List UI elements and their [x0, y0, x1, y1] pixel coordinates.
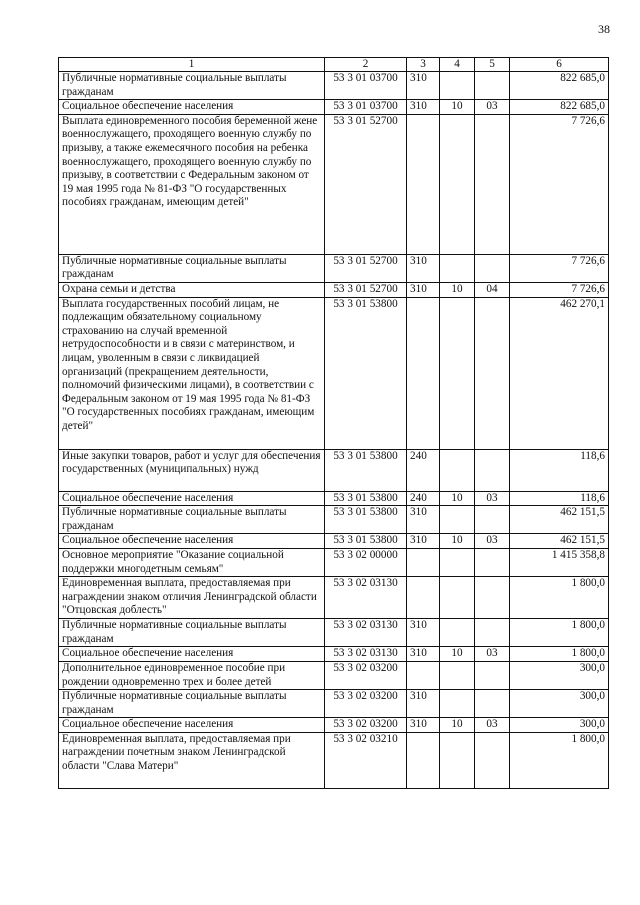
row-amount-cell: 822 685,0	[510, 72, 609, 100]
row-amount-cell: 300,0	[510, 661, 609, 689]
row-type-cell	[407, 114, 440, 254]
row-amount-cell: 300,0	[510, 718, 609, 733]
row-code-cell: 53 3 01 52700	[325, 254, 407, 282]
table-row	[59, 491, 609, 506]
row-subsection-cell	[475, 449, 510, 491]
row-subsection-cell	[475, 619, 510, 647]
row-code-cell: 53 3 02 03210	[325, 732, 407, 788]
row-subsection-cell	[475, 297, 510, 449]
table-row	[59, 534, 609, 549]
row-section-cell	[440, 732, 475, 788]
row-name-cell: Дополнительное единовременное пособие при рождении одновременно трех и более детей	[59, 661, 325, 689]
row-code-cell: 53 3 01 53800	[325, 491, 407, 506]
row-name-cell: Публичные нормативные социальные выплаты гражданам	[59, 690, 325, 718]
row-section-cell	[440, 254, 475, 282]
row-section-cell	[440, 114, 475, 254]
table-row	[59, 114, 609, 254]
row-code-cell: 53 3 02 03130	[325, 619, 407, 647]
column-header: 3	[407, 58, 440, 72]
row-type-cell	[407, 577, 440, 619]
row-type-cell	[407, 548, 440, 576]
row-code-cell: 53 3 01 03700	[325, 100, 407, 115]
table-row	[59, 732, 609, 788]
row-code-cell: 53 3 01 53800	[325, 449, 407, 491]
row-amount-cell: 7 726,6	[510, 254, 609, 282]
column-header: 1	[59, 58, 325, 72]
row-name-cell: Выплата государственных пособий лицам, не подлежащим обязательному социальному страхованию на случай временной нетрудоспособности и в связи с материнством, и лицам, уволенным в связи с ликвидацией организаций (прекращением деятельности, полномочий физическими лицами), в соответствии с Федеральным законом от 19 мая 1995 года № 81-ФЗ "О государственных пособиях гражданам, имеющим детей"	[59, 297, 325, 449]
row-section-cell	[440, 577, 475, 619]
row-section-cell	[440, 72, 475, 100]
table-row	[59, 100, 609, 115]
row-section-cell: 10	[440, 282, 475, 297]
row-subsection-cell	[475, 548, 510, 576]
row-name-cell: Выплата единовременного пособия беременной жене военнослужащего, проходящего военную службу по призыву, а также ежемесячного пособия на ребенка военнослужащего, проходящего военную службу по призыву, в соответствии с Федеральным законом от 19 мая 1995 года № 81-ФЗ "О государственных пособиях гражданам, имеющим детей"	[59, 114, 325, 254]
row-subsection-cell	[475, 506, 510, 534]
row-subsection-cell: 03	[475, 647, 510, 662]
row-type-cell: 310	[407, 72, 440, 100]
row-amount-cell: 7 726,6	[510, 282, 609, 297]
row-subsection-cell: 03	[475, 491, 510, 506]
row-code-cell: 53 3 02 00000	[325, 548, 407, 576]
row-name-cell: Социальное обеспечение населения	[59, 100, 325, 115]
row-type-cell	[407, 661, 440, 689]
table-row	[59, 449, 609, 491]
row-amount-cell: 822 685,0	[510, 100, 609, 115]
table-row	[59, 548, 609, 576]
row-name-cell: Иные закупки товаров, работ и услуг для обеспечения государственных (муниципальных) нужд	[59, 449, 325, 491]
row-section-cell	[440, 506, 475, 534]
row-subsection-cell	[475, 732, 510, 788]
row-type-cell: 240	[407, 449, 440, 491]
table-row	[59, 577, 609, 619]
row-name-cell: Единовременная выплата, предоставляемая при награждении знаком отличия Ленинградской области "Отцовская доблесть"	[59, 577, 325, 619]
table-header-row	[59, 58, 609, 72]
row-subsection-cell: 03	[475, 100, 510, 115]
row-type-cell: 310	[407, 100, 440, 115]
table-row	[59, 254, 609, 282]
row-amount-cell: 300,0	[510, 690, 609, 718]
row-type-cell	[407, 732, 440, 788]
table-row	[59, 661, 609, 689]
budget-table	[58, 57, 609, 789]
row-section-cell	[440, 297, 475, 449]
row-section-cell	[440, 661, 475, 689]
row-name-cell: Социальное обеспечение населения	[59, 491, 325, 506]
row-code-cell: 53 3 01 52700	[325, 282, 407, 297]
row-amount-cell: 1 800,0	[510, 619, 609, 647]
row-type-cell: 310	[407, 534, 440, 549]
row-section-cell	[440, 690, 475, 718]
row-code-cell: 53 3 01 53800	[325, 297, 407, 449]
table-row	[59, 718, 609, 733]
row-name-cell: Социальное обеспечение населения	[59, 534, 325, 549]
row-name-cell: Единовременная выплата, предоставляемая при награждении почетным знаком Ленинградской области "Слава Матери"	[59, 732, 325, 788]
row-amount-cell: 118,6	[510, 449, 609, 491]
row-subsection-cell: 03	[475, 534, 510, 549]
column-header: 6	[510, 58, 609, 72]
row-code-cell: 53 3 01 53800	[325, 534, 407, 549]
row-code-cell: 53 3 02 03200	[325, 661, 407, 689]
row-section-cell: 10	[440, 647, 475, 662]
row-section-cell	[440, 548, 475, 576]
row-section-cell: 10	[440, 718, 475, 733]
row-name-cell: Публичные нормативные социальные выплаты гражданам	[59, 72, 325, 100]
row-name-cell: Социальное обеспечение населения	[59, 647, 325, 662]
table-row	[59, 297, 609, 449]
row-type-cell: 310	[407, 506, 440, 534]
column-header: 5	[475, 58, 510, 72]
page-number: 38	[598, 22, 610, 36]
row-name-cell: Публичные нормативные социальные выплаты гражданам	[59, 619, 325, 647]
row-code-cell: 53 3 02 03130	[325, 577, 407, 619]
row-code-cell: 53 3 01 03700	[325, 72, 407, 100]
row-amount-cell: 1 800,0	[510, 647, 609, 662]
row-type-cell: 310	[407, 282, 440, 297]
row-section-cell	[440, 619, 475, 647]
row-amount-cell: 1 800,0	[510, 577, 609, 619]
table-row	[59, 690, 609, 718]
row-code-cell: 53 3 02 03200	[325, 718, 407, 733]
row-code-cell: 53 3 02 03200	[325, 690, 407, 718]
row-amount-cell: 1 800,0	[510, 732, 609, 788]
column-header: 4	[440, 58, 475, 72]
table-row	[59, 282, 609, 297]
row-code-cell: 53 3 01 53800	[325, 506, 407, 534]
row-type-cell: 310	[407, 718, 440, 733]
row-type-cell: 310	[407, 690, 440, 718]
row-amount-cell: 462 270,1	[510, 297, 609, 449]
row-amount-cell: 1 415 358,8	[510, 548, 609, 576]
row-section-cell: 10	[440, 100, 475, 115]
row-amount-cell: 118,6	[510, 491, 609, 506]
row-subsection-cell	[475, 254, 510, 282]
row-type-cell	[407, 297, 440, 449]
row-amount-cell: 462 151,5	[510, 506, 609, 534]
row-name-cell: Публичные нормативные социальные выплаты гражданам	[59, 254, 325, 282]
row-subsection-cell: 04	[475, 282, 510, 297]
row-amount-cell: 7 726,6	[510, 114, 609, 254]
row-subsection-cell	[475, 690, 510, 718]
column-header: 2	[325, 58, 407, 72]
row-name-cell: Охрана семьи и детства	[59, 282, 325, 297]
table-row	[59, 72, 609, 100]
row-type-cell: 240	[407, 491, 440, 506]
table-row	[59, 647, 609, 662]
table-row	[59, 506, 609, 534]
row-section-cell: 10	[440, 491, 475, 506]
row-type-cell: 310	[407, 619, 440, 647]
row-type-cell: 310	[407, 254, 440, 282]
row-subsection-cell	[475, 661, 510, 689]
row-subsection-cell	[475, 72, 510, 100]
row-amount-cell: 462 151,5	[510, 534, 609, 549]
row-code-cell: 53 3 02 03130	[325, 647, 407, 662]
row-type-cell: 310	[407, 647, 440, 662]
table-row	[59, 619, 609, 647]
row-name-cell: Публичные нормативные социальные выплаты гражданам	[59, 506, 325, 534]
row-name-cell: Социальное обеспечение населения	[59, 718, 325, 733]
row-code-cell: 53 3 01 52700	[325, 114, 407, 254]
row-subsection-cell: 03	[475, 718, 510, 733]
row-subsection-cell	[475, 114, 510, 254]
row-section-cell	[440, 449, 475, 491]
row-section-cell: 10	[440, 534, 475, 549]
row-subsection-cell	[475, 577, 510, 619]
row-name-cell: Основное мероприятие "Оказание социальной поддержки многодетным семьям"	[59, 548, 325, 576]
